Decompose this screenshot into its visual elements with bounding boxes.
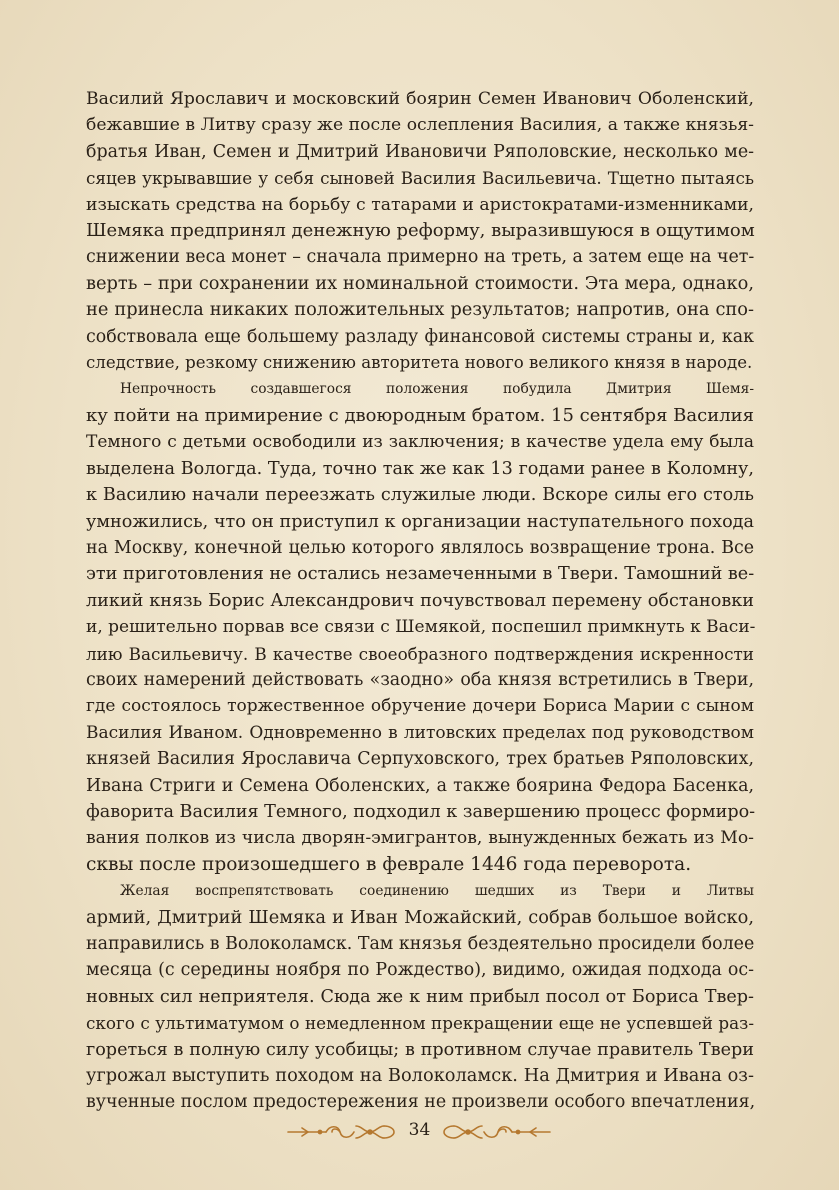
- page-body: [86, 86, 754, 1116]
- text-line: сквы после произошедшего в феврале 1446 года переворота.: [86, 853, 692, 875]
- text-line: князей Василия Ярославича Серпуховского, трех братьев Ряполовских,: [86, 749, 754, 770]
- paragraph: [86, 878, 754, 1116]
- page-number: 34: [408, 1120, 431, 1140]
- text-line: Шемяка предпринял денежную реформу, выразившуюся в ощутимом: [86, 220, 755, 242]
- text-line: к Василию начали переезжать служилые люди. Вскоре силы его столь: [86, 485, 754, 506]
- text-line: новных сил неприятеля. Сюда же к ним прибыл посол от Бориса Твер-: [86, 986, 754, 1007]
- text-line: бежавшие в Литву сразу же после ослепления Василия, а также князья-: [86, 115, 754, 136]
- text-line: верть – при сохранении их номинальной стоимости. Эта мера, однако,: [86, 272, 754, 294]
- text-line: лию Васильевичу. В качестве своеобразного подтверждения искренности: [86, 643, 754, 664]
- text-line: на Москву, конечной целью которого являлось возвращение трона. Все: [86, 537, 754, 558]
- text-line: умножились, что он приступил к организации наступательного похода: [86, 511, 754, 532]
- text-line: братья Иван, Семен и Дмитрий Ивановичи Ряполовские, несколько ме-: [86, 141, 754, 162]
- text-line: снижении веса монет – сначала примерно на треть, а затем еще на чет-: [86, 247, 755, 268]
- paragraph: [86, 86, 754, 376]
- text-line: и, решительно порвав все связи с Шемякой, поспешил примкнуть к Васи-: [86, 617, 756, 638]
- text-line: сяцев укрывавшие у себя сыновей Василия Васильевича. Тщетно пытаясь: [86, 168, 754, 189]
- text-line: Желая воспрепятствовать соединению шедших из Твери и Литвы: [120, 883, 754, 900]
- text-line: своих намерений действовать «заодно» оба князя встретились в Твери,: [86, 669, 754, 690]
- text-line: ликий князь Борис Александрович почувствовал перемену обстановки: [86, 590, 754, 611]
- text-line: направились в Волоколамск. Там князья бездеятельно просидели более: [86, 934, 755, 954]
- text-line: Темного с детьми освободили из заключения; в качестве удела ему была: [86, 432, 754, 453]
- text-line: месяца (с середины ноября по Рождество), видимо, ожидая подхода ос-: [86, 960, 754, 981]
- text-line: фаворита Василия Темного, подходил к завершению процесс формиро-: [86, 801, 756, 822]
- text-line: ку пойти на примирение с двоюродным братом. 15 сентября Василия: [86, 404, 754, 426]
- text-line: изыскать средства на борьбу с татарами и аристократами-изменниками,: [86, 194, 754, 215]
- text-line: угрожал выступить походом на Волоколамск. На Дмитрия и Ивана оз-: [86, 1065, 754, 1087]
- right-ornament-icon: [440, 1120, 552, 1144]
- text-line: не принесла никаких положительных результатов; напротив, она спо-: [86, 299, 754, 321]
- text-line: вания полков из числа дворян-эмигрантов, вынужденных бежать из Мо-: [86, 828, 754, 849]
- text-line: гореться в полную силу усобицы; в противном случае правитель Твери: [86, 1039, 754, 1060]
- text-line: ского с ультиматумом о немедленном прекращении еще не успевшей раз-: [86, 1013, 754, 1034]
- text-line: выделена Вологда. Туда, точно так же как 13 годами ранее в Коломну,: [86, 458, 754, 479]
- text-line: следствие, резкому снижению авторитета нового великого князя в народе.: [86, 353, 753, 373]
- text-line: Ивана Стриги и Семена Оболенских, а также боярина Федора Басенка,: [86, 775, 754, 796]
- text-line: где состоялось торжественное обручение дочери Бориса Марии с сыном: [86, 696, 754, 717]
- text-line: вученные послом предостережения не произвели особого впечатления,: [86, 1092, 756, 1113]
- text-line: собствовала еще большему разладу финансовой системы страны и, как: [86, 326, 754, 347]
- text-line: эти приготовления не остались незамеченными в Твери. Тамошний ве-: [86, 564, 755, 585]
- text-line: Василия Иваном. Одновременно в литовских пределах под руководством: [86, 722, 754, 743]
- text-line: Василий Ярославич и московский боярин Семен Иванович Оболенский,: [86, 89, 754, 109]
- text-line: Непрочность создавшегося положения побудила Дмитрия Шемя-: [120, 381, 754, 398]
- text-line: армий, Дмитрий Шемяка и Иван Можайский, собрав большое войско,: [86, 906, 754, 928]
- paragraph: [86, 376, 754, 878]
- page-footer: [0, 1114, 839, 1150]
